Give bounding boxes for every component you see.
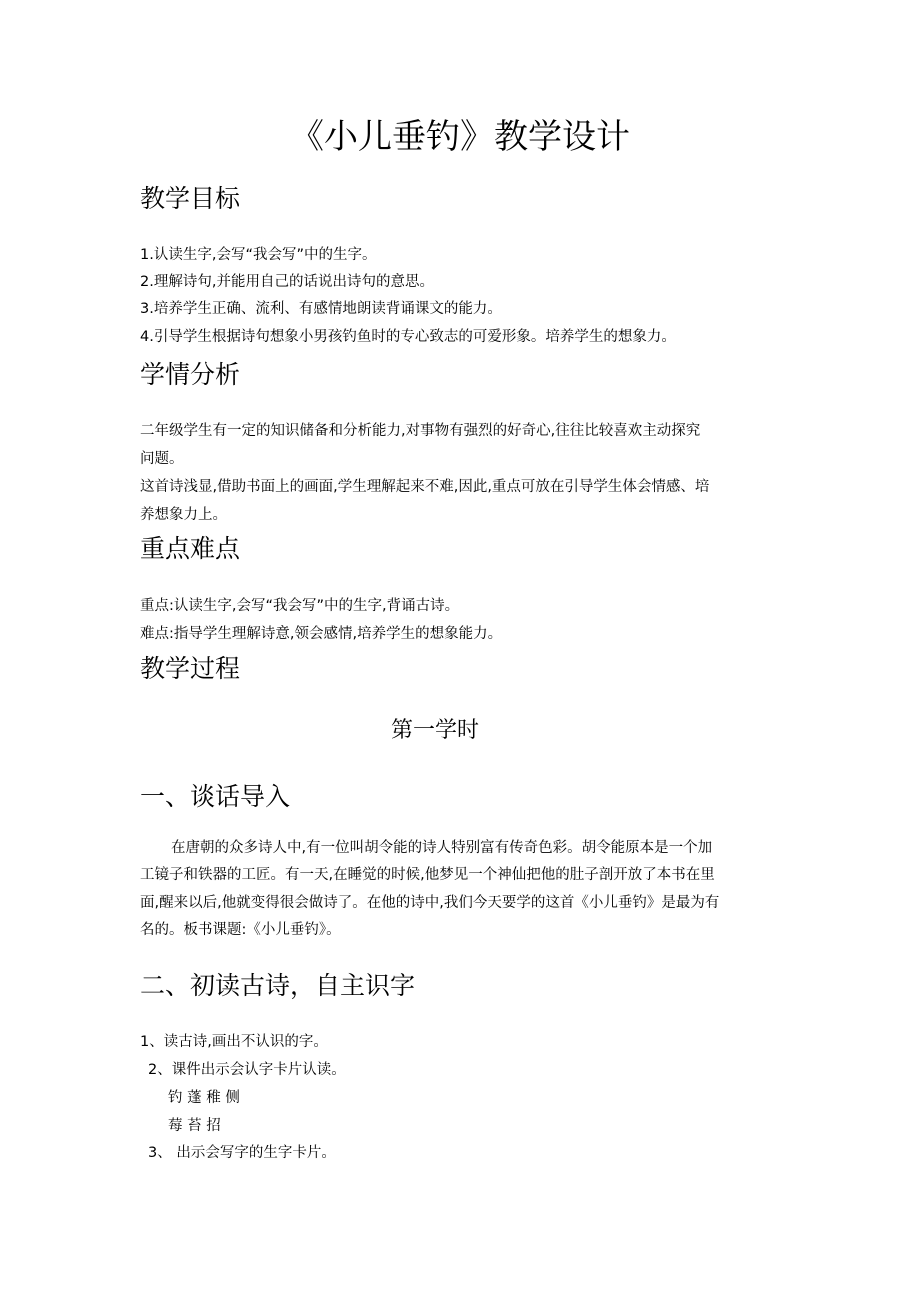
heading-part2: 二、初读古诗，自主识字 <box>140 971 416 1000</box>
part2-line-3: 3、 出示会写字的生字卡片。 <box>148 1145 336 1161</box>
analysis-line-2: 问题。 <box>140 451 184 467</box>
keypoint-line-1: 重点:认读生字,会写“我会写”中的生字,背诵古诗。 <box>140 598 460 614</box>
objective-item-1: 1.认读生字,会写“我会写”中的生字。 <box>140 247 377 263</box>
analysis-line-1: 二年级学生有一定的知识储备和分析能力,对事物有强烈的好奇心,往往比较喜欢主动探究 <box>140 423 701 439</box>
part2-line-1: 1、读古诗,画出不认识的字。 <box>140 1034 328 1050</box>
heading-process: 教学过程 <box>140 654 241 683</box>
heading-part1: 一、谈话导入 <box>140 782 291 811</box>
part2-chars-row-1: 钓 蓬 稚 侧 <box>168 1090 240 1106</box>
heading-analysis: 学情分析 <box>140 360 241 389</box>
objective-item-2: 2.理解诗句,并能用自己的话说出诗句的意思。 <box>140 274 434 290</box>
analysis-line-3: 这首诗浅显,借助书面上的画面,学生理解起来不难,因此,重点可放在引导学生体会情感、培 <box>140 479 710 495</box>
part1-line-2: 工镜子和铁器的工匠。有一天,在睡觉的时候,他梦见一个神仙把他的肚子剖开放了本书在里 <box>140 867 715 883</box>
part2-chars-row-2: 莓 苔 招 <box>168 1118 221 1134</box>
part1-line-3: 面,醒来以后,他就变得很会做诗了。在他的诗中,我们今天要学的这首《小儿垂钓》是最为有 <box>140 895 720 911</box>
session-title: 第一学时 <box>390 718 479 743</box>
heading-keypoints: 重点难点 <box>140 534 241 563</box>
document-title: 《小儿垂钓》教学设计 <box>290 117 630 157</box>
part1-line-4: 名的。板书课题:《小儿垂钓》。 <box>140 922 341 938</box>
objective-item-4: 4.引导学生根据诗句想象小男孩钓鱼时的专心致志的可爱形象。培养学生的想象力。 <box>140 329 676 345</box>
objective-item-3: 3.培养学生正确、流利、有感情地朗读背诵课文的能力。 <box>140 301 502 317</box>
keypoint-line-2: 难点:指导学生理解诗意,领会感情,培养学生的想象能力。 <box>140 626 503 642</box>
analysis-line-4: 养想象力上。 <box>140 507 227 523</box>
heading-objectives: 教学目标 <box>140 184 241 213</box>
part1-line-1: 在唐朝的众多诗人中,有一位叫胡令能的诗人特别富有传奇色彩。胡令能原本是一个加 <box>171 840 713 856</box>
part2-line-2: 2、课件出示会认字卡片认读。 <box>148 1062 346 1078</box>
